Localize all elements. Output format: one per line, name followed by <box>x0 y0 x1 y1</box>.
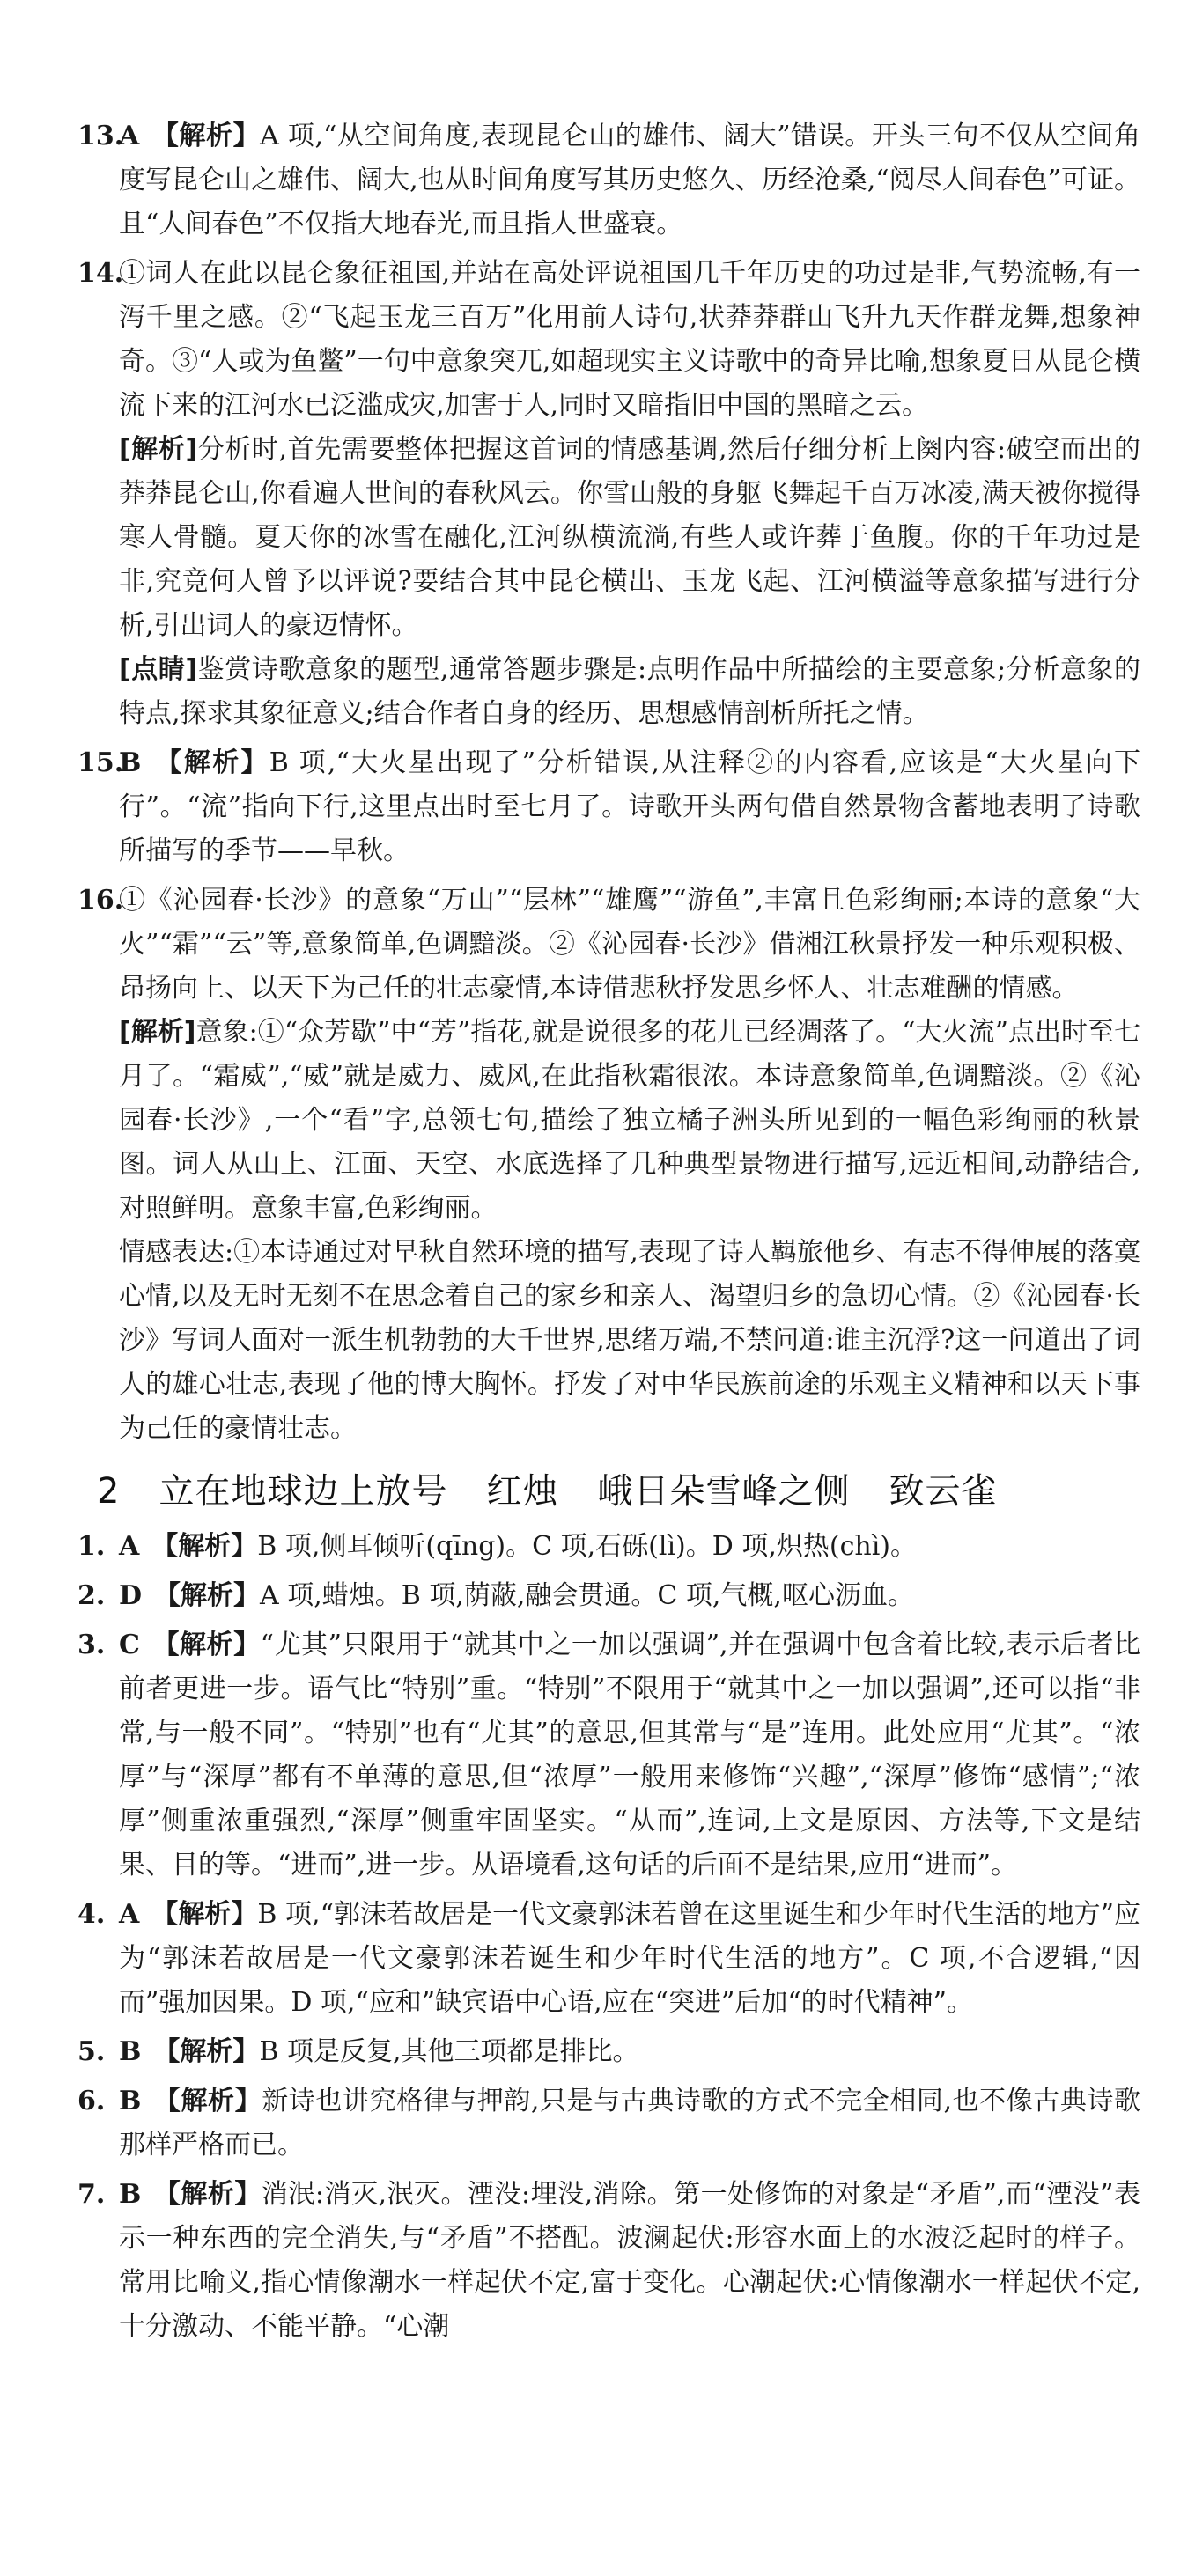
section-title-4: 致云雀 <box>889 1471 998 1512</box>
answer-letter: C <box>119 1630 140 1660</box>
answer-paragraph <box>119 879 1140 1011</box>
answer-letter: D <box>119 1580 143 1611</box>
answer-text: “尤其”只限用于“就其中之一加以强调”,并在强调中包含着比较,表示后者比前者更进一步。语气比“特别”重。“特别”不限用于“就其中之一加以强调”,还可以指“非常,与一般不同”。“特别”也有“尤其”的意思,但其常与“是”连用。此处应用“尤其”。“浓厚”与“深厚”都有不单薄的意思,但“浓厚”一般用来修饰“兴趣”,“深厚”修饰“感情”;“浓厚”侧重浓重强烈,“深厚”侧重牢固坚实。“从而”,连词,上文是原因、方法等,下文是结果、目的等。“进而”,进一步。从语境看,这句话的后面不是结果,应用“进而”。 <box>119 1630 1140 1880</box>
question-number: 6. <box>77 2086 106 2116</box>
section-number: 2 <box>97 1471 121 1512</box>
question-number: 15. <box>77 747 124 778</box>
answer-letter: A <box>119 121 140 151</box>
analysis-tag: [点睛] <box>119 654 198 685</box>
question-item <box>0 741 1195 873</box>
answer-paragraph <box>119 1011 1140 1231</box>
question-item <box>0 879 1195 1451</box>
answer-letter: A <box>119 1899 140 1930</box>
answer-paragraph <box>119 2079 1140 2168</box>
answer-letter: B <box>119 747 142 778</box>
answer-paragraph <box>119 1893 1140 2025</box>
answer-paragraph <box>119 114 1140 247</box>
answers-block-previous-unit <box>0 114 1195 1451</box>
question-item <box>0 1893 1195 2025</box>
question-item <box>0 1623 1195 1888</box>
answer-text: 新诗也讲究格律与押韵,只是与古典诗歌的方式不完全相同,也不像古典诗歌那样严格而已。 <box>119 2086 1140 2160</box>
question-number: 7. <box>77 2179 106 2210</box>
analysis-tag: 【解析】 <box>153 2179 262 2210</box>
analysis-tag: [解析] <box>119 434 198 465</box>
answer-text: A 项,蜡烛。B 项,荫蔽,融会贯通。C 项,气概,呕心沥血。 <box>260 1580 914 1611</box>
question-number: 3. <box>77 1630 106 1660</box>
answer-text: B 项,“大火星出现了”分析错误,从注释②的内容看,应该是“大火星向下行”。“流”指向下行,这里点出时至七月了。诗歌开头两句借自然景物含蓄地表明了诗歌所描写的季节——早秋。 <box>119 747 1141 866</box>
analysis-tag: 【解析】 <box>153 2036 260 2067</box>
answer-text: B 项,侧耳倾听(qīng)。C 项,石砾(lì)。D 项,炽热(chì)。 <box>257 1531 918 1562</box>
question-number: 4. <box>77 1899 106 1930</box>
question-number: 13. <box>77 121 124 151</box>
analysis-tag: 【解析】 <box>154 1580 261 1611</box>
answer-letter: A <box>119 1531 140 1562</box>
question-number: 5. <box>77 2036 106 2067</box>
answer-paragraph <box>119 1525 1140 1569</box>
question-item <box>0 2173 1195 2349</box>
answer-paragraph <box>119 1231 1140 1451</box>
analysis-tag: 【解析】 <box>151 121 261 151</box>
answer-paragraph <box>119 1623 1140 1888</box>
question-item <box>0 114 1195 247</box>
section-heading <box>97 1467 1195 1516</box>
answer-text: B 项,“郭沫若故居是一代文豪郭沫若曾在这里诞生和少年时代生活的地方”应为“郭沫若故居是一代文豪郭沫若诞生和少年时代生活的地方”。C 项,不合逻辑,“因而”强加因果。D 项,“应和”缺宾语中心语,应在“突进”后加“的时代精神”。 <box>119 1899 1140 2018</box>
question-number: 2. <box>77 1580 106 1611</box>
answer-paragraph <box>119 252 1140 428</box>
question-item <box>0 1574 1195 1618</box>
answer-paragraph <box>119 2030 1140 2074</box>
question-item <box>0 1525 1195 1569</box>
answer-text: 情感表达:①本诗通过对早秋自然环境的描写,表现了诗人羁旅他乡、有志不得伸展的落寞心情,以及无时无刻不在思念着自己的家乡和亲人、渴望归乡的急切心情。②《沁园春·长沙》写词人面对一派生机勃勃的大千世界,思绪万端,不禁问道:谁主沉浮?这一问道出了词人的雄心壮志,表现了他的博大胸怀。抒发了对中华民族前途的乐观主义精神和以天下事为己任的豪情壮志。 <box>119 1237 1140 1444</box>
question-item <box>0 252 1195 736</box>
section-title-2: 红烛 <box>486 1471 559 1512</box>
question-number: 1. <box>77 1531 106 1562</box>
answer-paragraph <box>119 1574 1140 1618</box>
answer-text: ①词人在此以昆仑象征祖国,并站在高处评说祖国几千年历史的功过是非,气势流畅,有一泻千里之感。②“飞起玉龙三百万”化用前人诗句,状莽莽群山飞升九天作群龙舞,想象神奇。③“人或为鱼鳖”一句中意象突兀,如超现实主义诗歌中的奇异比喻,想象夏日从昆仑横流下来的江河水已泛滥成灾,加害于人,同时又暗指旧中国的黑暗之云。 <box>119 258 1140 421</box>
answer-text: ①《沁园春·长沙》的意象“万山”“层林”“雄鹰”“游鱼”,丰富且色彩绚丽;本诗的意象“大火”“霜”“云”等,意象简单,色调黯淡。②《沁园春·长沙》借湘江秋景抒发一种乐观积极、昂扬向上、以天下为己任的壮志豪情,本诗借悲秋抒发思乡怀人、壮志难酬的情感。 <box>119 885 1140 1004</box>
analysis-tag: 【解析】 <box>153 747 269 778</box>
answer-text: 消泯:消灭,泯灭。湮没:埋没,消除。第一处修饰的对象是“矛盾”,而“湮没”表示一种东西的完全消失,与“矛盾”不搭配。波澜起伏:形容水面上的水波泛起时的样子。常用比喻义,指心情像潮水一样起伏不定,富于变化。心潮起伏:心情像潮水一样起伏不定,十分激动、不能平静。“心潮 <box>119 2179 1141 2342</box>
answer-text: 分析时,首先需要整体把握这首词的情感基调,然后仔细分析上阕内容:破空而出的莽莽昆仑山,你看遍人世间的春秋风云。你雪山般的身躯飞舞起千百万冰凌,满天被你搅得寒人骨髓。夏天你的冰雪在融化,江河纵横流淌,有些人或许葬于鱼腹。你的千年功过是非,究竟何人曾予以评说?要结合其中昆仑横出、玉龙飞起、江河横溢等意象描写进行分析,引出词人的豪迈情怀。 <box>119 434 1141 641</box>
question-number: 16. <box>77 885 124 916</box>
answer-text: 鉴赏诗歌意象的题型,通常答题步骤是:点明作品中所描绘的主要意象;分析意象的特点,探求其象征意义;结合作者自身的经历、思想感情剖析所托之情。 <box>119 654 1141 729</box>
question-item <box>0 2079 1195 2168</box>
analysis-tag: 【解析】 <box>151 1531 258 1562</box>
answer-paragraph <box>119 741 1140 873</box>
section-title-3: 峨日朵雪峰之侧 <box>597 1471 851 1512</box>
analysis-tag: [解析] <box>119 1017 196 1048</box>
answer-paragraph <box>119 648 1140 736</box>
answer-letter: B <box>119 2179 142 2210</box>
answer-text: A 项,“从空间角度,表现昆仑山的雄伟、阔大”错误。开头三句不仅从空间角度写昆仑山之雄伟、阔大,也从时间角度写其历史悠久、历经沧桑,“阅尽人间春色”可证。且“人间春色”不仅指大地春光,而且指人世盛衰。 <box>119 121 1141 239</box>
analysis-tag: 【解析】 <box>153 2086 262 2116</box>
answer-letter: B <box>119 2086 142 2116</box>
answers-block-unit-2 <box>0 1525 1195 2349</box>
section-title-1: 立在地球边上放号 <box>159 1471 448 1512</box>
question-number: 14. <box>77 258 124 289</box>
answer-text: B 项是反复,其他三项都是排比。 <box>259 2036 639 2067</box>
answer-paragraph <box>119 428 1140 648</box>
analysis-tag: 【解析】 <box>151 1899 258 1930</box>
answer-letter: B <box>119 2036 142 2067</box>
question-item <box>0 2030 1195 2074</box>
analysis-tag: 【解析】 <box>151 1630 261 1660</box>
answer-paragraph <box>119 2173 1140 2349</box>
answer-text: 意象:①“众芳歇”中“芳”指花,就是说很多的花儿已经凋落了。“大火流”点出时至七月了。“霜威”,“威”就是威力、威风,在此指秋霜很浓。本诗意象简单,色调黯淡。②《沁园春·长沙》,一个“看”字,总领七句,描绘了独立橘子洲头所见到的一幅色彩绚丽的秋景图。词人从山上、江面、天空、水底选择了几种典型景物进行描写,远近相间,动静结合,对照鲜明。意象丰富,色彩绚丽。 <box>119 1017 1141 1224</box>
